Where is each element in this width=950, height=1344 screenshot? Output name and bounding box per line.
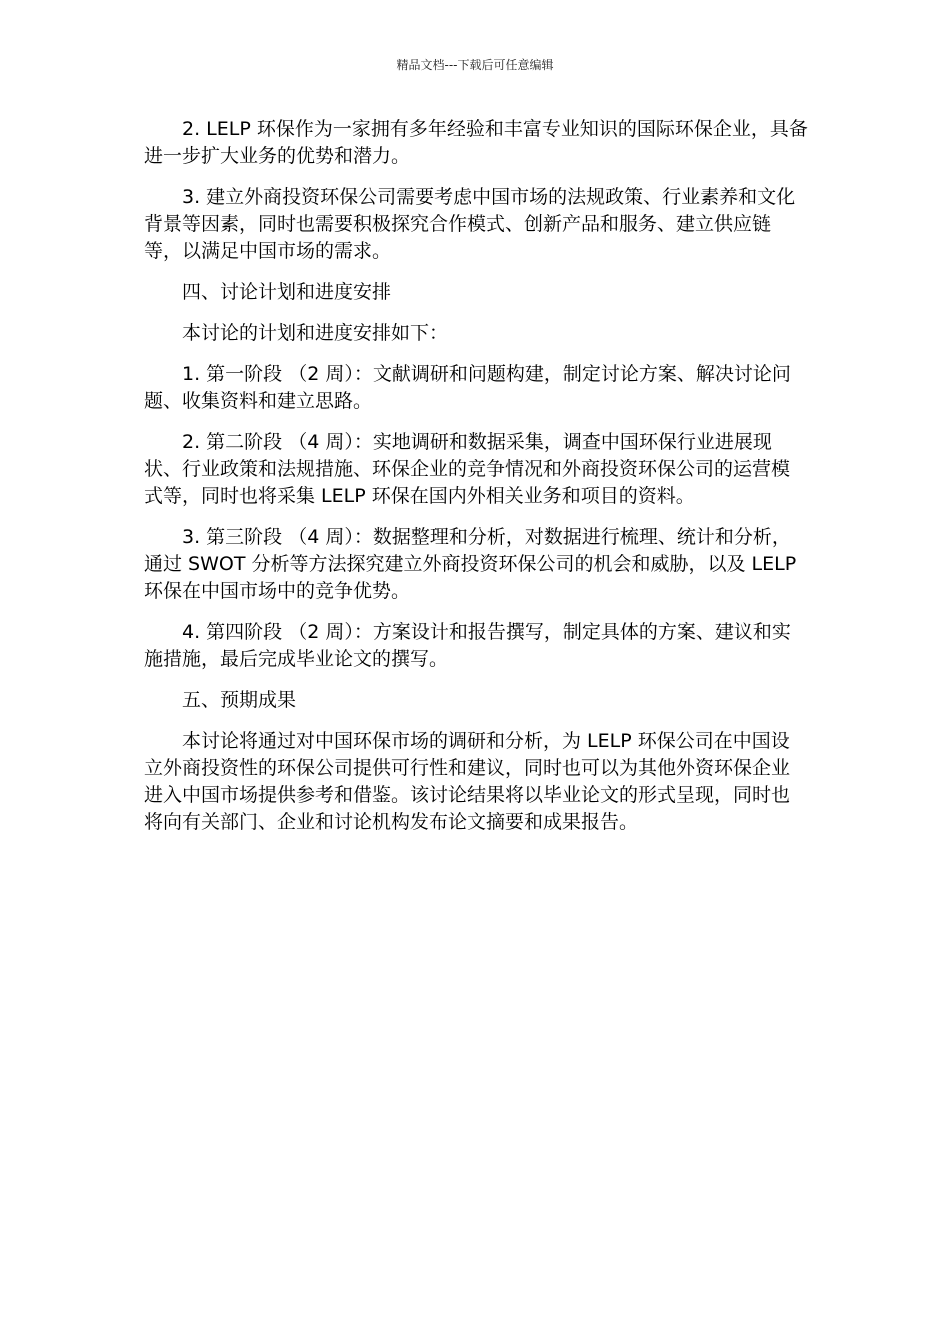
paragraph-stage-1: 1. 第一阶段 （2 周）：文献调研和问题构建，制定讨论方案、解决讨论问题、收集资料和建立思路。 xyxy=(144,363,791,412)
page-header-watermark: 精品文档---下载后可任意编辑 xyxy=(396,58,554,72)
paragraph-point-3: 3. 建立外商投资环保公司需要考虑中国市场的法规政策、行业素养和文化背景等因素，同时也需要积极探究合作模式、创新产品和服务、建立供应链等，以满足中国市场的需求。 xyxy=(144,186,796,262)
paragraph-point-2: 2. LELP 环保作为一家拥有多年经验和丰富专业知识的国际环保企业，具备进一步扩大业务的优势和潜力。 xyxy=(144,118,808,167)
paragraph-expected-results: 本讨论将通过对中国环保市场的调研和分析，为 LELP 环保公司在中国设立外商投资性的环保公司提供可行性和建议，同时也可以为其他外资环保企业进入中国市场提供参考和借鉴。该讨论结果将以毕业论文的形式呈现，同时也将向有关部门、企业和讨论机构发布论文摘要和成果报告。 xyxy=(144,730,791,833)
section-heading-results: 五、预期成果 xyxy=(182,689,297,711)
paragraph-plan-intro: 本讨论的计划和进度安排如下： xyxy=(182,322,449,344)
section-heading-plan: 四、讨论计划和进度安排 xyxy=(182,281,392,303)
paragraph-stage-3: 3. 第三阶段 （4 周）：数据整理和分析，对数据进行梳理、统计和分析，通过 SWOT 分析等方法探究建立外商投资环保公司的机会和威胁，以及 LELP 环保在中国市场中的竞争优势。 xyxy=(144,526,797,602)
document-body xyxy=(144,116,808,850)
paragraph-stage-2: 2. 第二阶段 （4 周）：实地调研和数据采集，调查中国环保行业进展现状、行业政策和法规措施、环保企业的竞争情况和外商投资环保公司的运营模式等，同时也将采集 LELP 环保在国内外相关业务和项目的资料。 xyxy=(144,431,791,507)
paragraph-stage-4: 4. 第四阶段 （2 周）：方案设计和报告撰写，制定具体的方案、建议和实施措施，最后完成毕业论文的撰写。 xyxy=(144,621,791,670)
